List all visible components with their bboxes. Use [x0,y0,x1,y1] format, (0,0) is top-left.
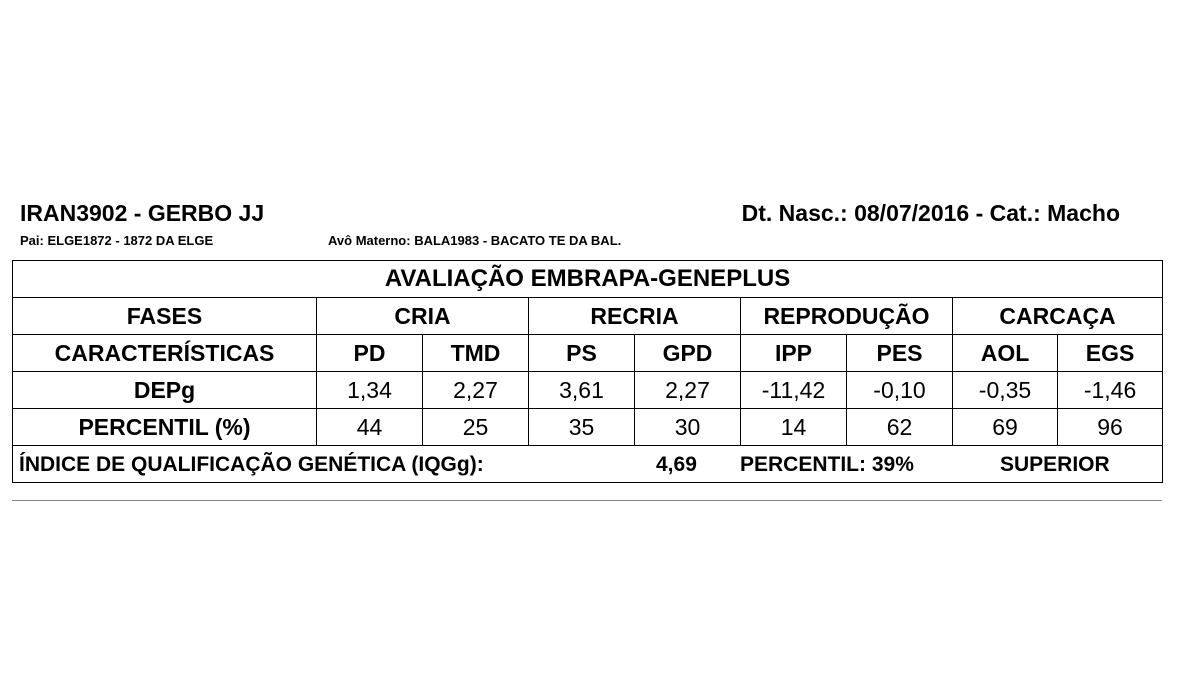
depg-row [13,372,1163,409]
depg-value: -0,10 [847,372,953,409]
percentile-value: 14 [741,409,847,446]
trait-header: PS [529,335,635,372]
genetic-index-row [13,446,1163,483]
trait-header: AOL [953,335,1058,372]
depg-value: -1,46 [1058,372,1163,409]
phase-recria: RECRIA [529,298,741,335]
percentile-value: 30 [635,409,741,446]
percentile-row [13,409,1163,446]
evaluation-title: AVALIAÇÃO EMBRAPA-GENEPLUS [13,261,1163,298]
traits-label: CARACTERÍSTICAS [13,335,317,372]
percentile-value: 69 [953,409,1058,446]
genetic-index-label: ÍNDICE DE QUALIFICAÇÃO GENÉTICA (IQGg): [19,453,484,476]
trait-header: EGS [1058,335,1163,372]
percentile-label: PERCENTIL (%) [13,409,317,446]
animal-header [20,200,1120,230]
bottom-divider [12,500,1162,501]
percentile-value: 62 [847,409,953,446]
genetic-index-value: 4,69 [656,453,697,476]
trait-header: PD [317,335,423,372]
trait-header: IPP [741,335,847,372]
evaluation-table [12,260,1163,483]
phases-label: FASES [13,298,317,335]
percentile-value: 25 [423,409,529,446]
percentile-value: 96 [1058,409,1163,446]
depg-value: -0,35 [953,372,1058,409]
genetic-index-class: SUPERIOR [1000,453,1110,476]
depg-label: DEPg [13,372,317,409]
birth-date-category: Dt. Nasc.: 08/07/2016 - Cat.: Macho [741,200,1120,226]
animal-id-name: IRAN3902 - GERBO JJ [20,200,265,226]
pedigree-line [20,233,1120,251]
depg-value: 2,27 [635,372,741,409]
depg-value: 2,27 [423,372,529,409]
phase-reproducao: REPRODUÇÃO [741,298,953,335]
depg-value: 1,34 [317,372,423,409]
percentile-value: 35 [529,409,635,446]
sire-info: Pai: ELGE1872 - 1872 DA ELGE [20,233,214,248]
maternal-grandsire-info: Avô Materno: BALA1983 - BACATO TE DA BAL. [328,233,622,248]
percentile-value: 44 [317,409,423,446]
depg-value: -11,42 [741,372,847,409]
trait-header: GPD [635,335,741,372]
trait-header: TMD [423,335,529,372]
depg-value: 3,61 [529,372,635,409]
phase-cria: CRIA [317,298,529,335]
genetic-index-percentile: PERCENTIL: 39% [740,453,914,476]
phase-carcaca: CARCAÇA [953,298,1163,335]
trait-header: PES [847,335,953,372]
